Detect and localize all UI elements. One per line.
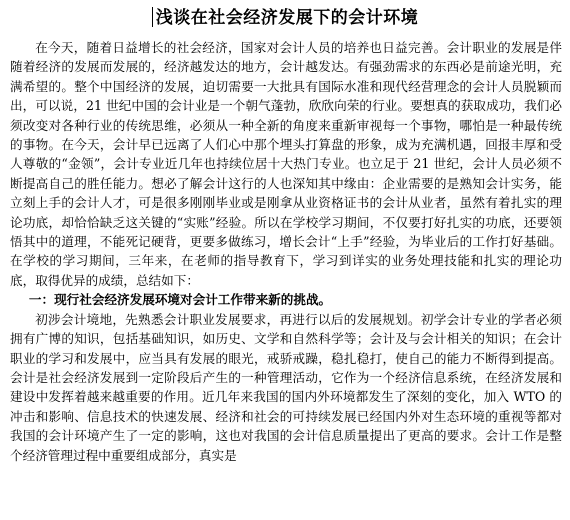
paragraph-intro: 在今天，随着日益增长的社会经济，国家对会计人员的培养也日益完善。会计职业的发展是伴随着经济的发展而发展的，经济越发达的地方，会计越发达。有强劲需求的东西必是前途光明，充满希望的。整个中国经济的发展，迫切需要一大批具有国际水准和现代经营理念的会计人员脱颖而出，可以说，21 世纪中国的会计业是一个朝气蓬勃，欣欣向荣的行业。要想真的获取成功，我们必须改变对各种行业的传统思维，必须从一种全新的角度来重新审视每一个事物，哪怕是一种最传统的事物。在今天，会计早已远离了人们心中那个埋头打算盘的形象，成为充满机遇，回报丰厚和受人尊敬的“金领”，会计专业近几年也持续位居十大热门专业。也立足于 21 世纪，会计人员必须不断提高自己的胜任能力。想必了解会计这行的人也深知其中缘由：企业需要的是熟知会计实务，能立刻上手的会计人才，可是很多刚刚毕业或是刚拿从业资格证书的会计从业者，虽然有着扎实的理论功底，却恰恰缺乏这关键的“实账”经验。所以在学校学习期间，不仅要打好扎实的功底，还要领悟其中的道理，不能死记硬背，更要多做练习，增长会计“上手”经验，为毕业后的工作打好基础。在学校的学习期间，三年来，在老师的指导教育下，学习到详实的业务处理技能和扎实的理论功底，取得优异的成绩，总结如下： [10, 40, 562, 288]
document-body [10, 38, 562, 465]
paragraph-section-1: 初涉会计境地，先熟悉会计职业发展要求，再进行以后的发展规划。初学会计专业的学者必须拥有广博的知识，包括基础知识，如历史、文学和自然科学等；会计及与会计相关的知识；在会计职业的学习和发展中，应当具有发展的眼光，戒骄戒躁，稳扎稳打，使自己的能力不断得到提高。会计是社会经济发展到一定阶段后产生的一种管理活动，它作为一个经济信息系统，在经济发展和建设中发挥着越来越重要的作用。近几年来我国的国内外环境都发生了深刻的变化，加入 WTO 的冲击和影响、信息技术的快速发展、经济和社会的可持续发展已经国内外对生态环境的重视等都对我国的会计环境产生了一定的影响，这也对我国的会计信息质量提出了更高的要求。会计工作是整个经济管理过程中重要组成部分，真实是 [10, 311, 562, 463]
document-title-line [0, 6, 570, 30]
document-title: 浅谈在社会经济发展下的会计环境 [155, 8, 419, 28]
section-heading: 一：现行社会经济发展环境对会计工作带来新的挑战。 [28, 292, 332, 308]
text-cursor [152, 7, 153, 27]
